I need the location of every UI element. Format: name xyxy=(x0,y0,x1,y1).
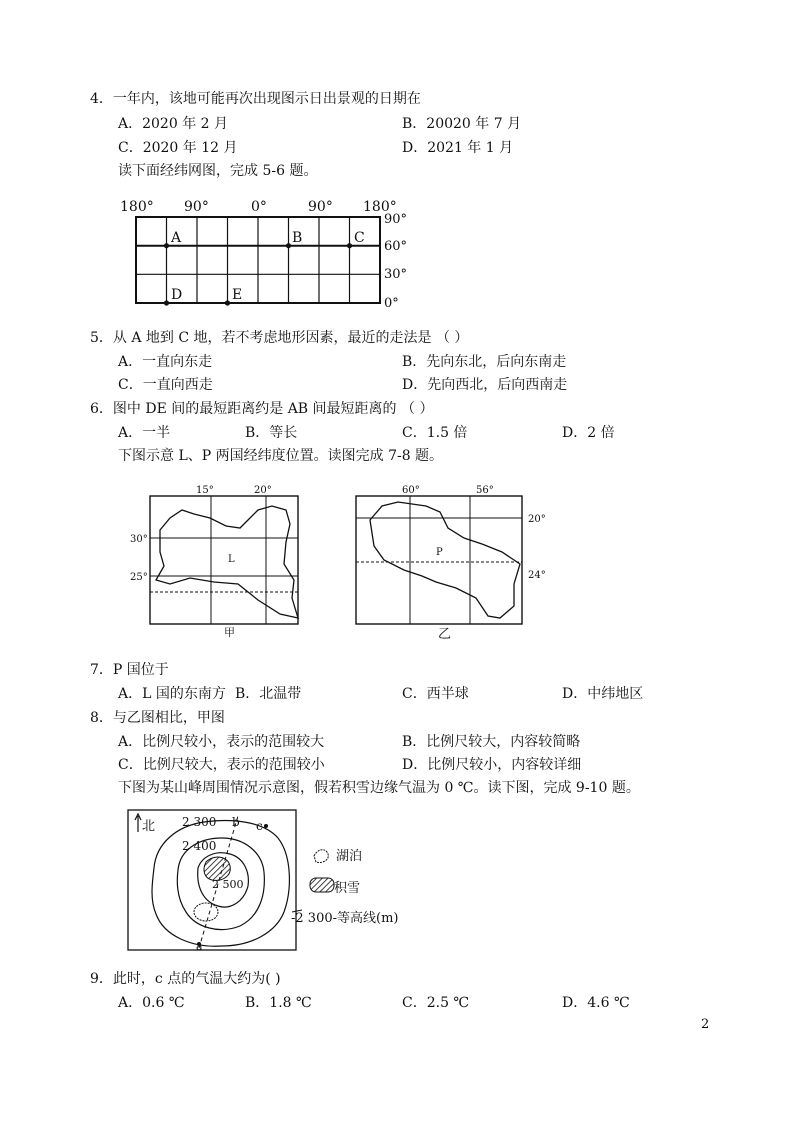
grid-top-label-2: 90° xyxy=(184,199,209,215)
map-p-caption: 乙 xyxy=(438,627,452,642)
grid-right-label-3: 30° xyxy=(384,267,408,282)
map-l-caption: 甲 xyxy=(224,626,235,639)
q7-option-b: B．北温带 xyxy=(235,686,302,702)
grid-top-label-1: 180° xyxy=(120,199,154,215)
q6-option-d: D．2 倍 xyxy=(562,425,615,441)
q9-stem: 9．此时，c 点的气温大约为( ) xyxy=(90,971,281,987)
contour-map xyxy=(126,808,426,958)
north-label: 北 xyxy=(142,819,156,834)
contour-2400-label: 2 400 xyxy=(182,839,217,853)
map-l-country: L xyxy=(228,554,235,565)
q6-stem: 6．图中 DE 间的最短距离约是 AB 间最短距离的 （ ） xyxy=(90,401,434,417)
q5-stem: 5．从 A 地到 C 地，若不考虑地形因素，最近的走法是 （ ） xyxy=(90,330,469,346)
q8-option-a: A．比例尺较小，表示的范围较大 xyxy=(118,734,325,750)
contour-2500-label: 2 500 xyxy=(212,878,244,891)
q5-option-b: B．先向东北，后向东南走 xyxy=(402,354,567,370)
map-p-lat2: 24° xyxy=(528,570,546,581)
legend-snow-label: 积雪 xyxy=(334,881,361,896)
page-number: 2 xyxy=(701,1017,710,1032)
grid-top-label-5: 180° xyxy=(363,199,397,215)
grid-top-label-4: 90° xyxy=(308,199,333,215)
q4-option-d: D．2021 年 1 月 xyxy=(402,140,514,156)
point-a-label: a xyxy=(196,940,203,953)
q9-option-d: D．4.6 ℃ xyxy=(562,995,630,1011)
grid-point-a: A xyxy=(171,230,182,246)
intro-7-8: 下图示意 L、P 两国经纬度位置。读图完成 7-8 题。 xyxy=(118,448,444,464)
q8-stem: 8．与乙图相比，甲图 xyxy=(90,710,225,726)
grid-point-c: C xyxy=(354,230,365,246)
q5-option-d: D．先向西北，后向西南走 xyxy=(402,377,568,393)
q5-option-a: A．一直向东走 xyxy=(118,354,213,370)
q6-option-c: C．1.5 倍 xyxy=(402,425,468,441)
q8-option-b: B．比例尺较大，内容较简略 xyxy=(402,734,581,750)
map-l-lon2: 20° xyxy=(254,485,272,496)
q7-stem: 7．P 国位于 xyxy=(90,662,169,678)
map-country-p xyxy=(352,480,552,640)
q4-stem: 4．一年内，该地可能再次出现图示日出景观的日期在 xyxy=(90,91,421,107)
q8-option-d: D．比例尺较小，内容较详细 xyxy=(402,757,582,773)
map-p-lon2: 56° xyxy=(476,485,494,496)
grid-right-label-4: 0° xyxy=(384,296,399,311)
lat-lon-grid-map xyxy=(118,195,408,315)
q4-option-b: B．20020 年 7 月 xyxy=(402,116,522,132)
map-l-lat1: 30° xyxy=(130,534,148,545)
map-p-lon1: 60° xyxy=(402,485,420,496)
map-p-lat1: 20° xyxy=(528,514,546,525)
q8-option-c: C．比例尺较大，表示的范围较小 xyxy=(118,757,325,773)
q6-option-b: B．等长 xyxy=(245,425,298,441)
q9-option-c: C．2.5 ℃ xyxy=(402,995,470,1011)
q4-option-c: C．2020 年 12 月 xyxy=(118,140,238,156)
map-country-l xyxy=(130,480,310,640)
map-p-country: P xyxy=(436,547,443,558)
grid-top-label-3: 0° xyxy=(251,199,267,215)
map-l-lon1: 15° xyxy=(196,485,214,496)
grid-point-b: B xyxy=(292,230,303,246)
q4-option-a: A．2020 年 2 月 xyxy=(118,116,228,132)
grid-point-d: D xyxy=(171,287,183,303)
point-c-label: c xyxy=(256,819,263,833)
legend-lake-label: 湖泊 xyxy=(336,849,363,864)
intro-5-6: 读下面经纬网图，完成 5-6 题。 xyxy=(118,163,318,179)
q7-option-d: D．中纬地区 xyxy=(562,686,644,702)
map-l-lat2: 25° xyxy=(130,572,148,583)
q5-option-c: C．一直向西走 xyxy=(118,377,213,393)
grid-point-e: E xyxy=(232,287,243,303)
q7-option-c: C．西半球 xyxy=(402,686,469,702)
q7-option-a: A．L 国的东南方 xyxy=(118,686,226,702)
q9-option-b: B．1.8 ℃ xyxy=(245,995,312,1011)
legend-contour-label: -2 300-等高线(m) xyxy=(291,911,399,926)
grid-right-label-2: 60° xyxy=(384,239,408,254)
q6-option-a: A．一半 xyxy=(118,425,171,441)
intro-9-10: 下图为某山峰周围情况示意图，假若积雪边缘气温为 0 ℃。读下图，完成 9-10 题。 xyxy=(118,780,640,796)
point-b-label: b xyxy=(232,815,240,829)
q9-option-a: A．0.6 ℃ xyxy=(118,995,185,1011)
grid-right-label-1: 90° xyxy=(384,212,408,227)
contour-2300-label: 2 300 xyxy=(182,815,217,829)
